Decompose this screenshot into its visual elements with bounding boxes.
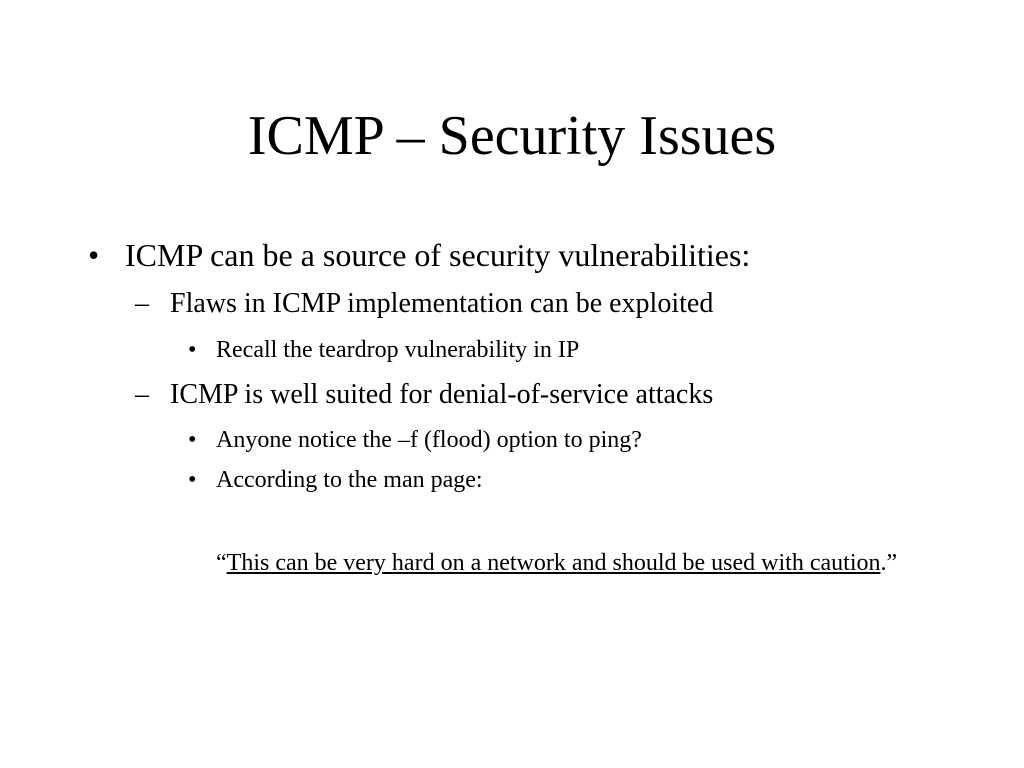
bullet-text: ICMP is well suited for denial-of-service attacks xyxy=(170,379,714,410)
bullet-marker: • xyxy=(188,467,197,493)
bullet-level3 xyxy=(188,465,483,495)
dash-marker: – xyxy=(135,379,149,410)
quote-open-mark: “ xyxy=(216,550,227,576)
slide-title: ICMP – Security Issues xyxy=(247,105,777,167)
bullet-text: According to the man page: xyxy=(216,467,483,493)
bullet-text: Flaws in ICMP implementation can be exploited xyxy=(170,288,714,319)
dash-marker: – xyxy=(135,288,149,319)
bullet-marker: • xyxy=(188,427,197,453)
bullet-level2 xyxy=(135,286,713,322)
bullet-marker: • xyxy=(88,237,100,273)
quote-close-mark: .” xyxy=(880,550,898,576)
bullet-level1 xyxy=(88,235,750,275)
quote-underlined-text: This can be very hard on a network and should be used with caution xyxy=(226,550,881,576)
bullet-text: Recall the teardrop vulnerability in IP xyxy=(216,337,580,363)
bullet-marker: • xyxy=(188,337,197,363)
bullet-level3 xyxy=(188,425,642,455)
bullet-level3 xyxy=(188,335,579,365)
bullet-level2 xyxy=(135,377,713,413)
bullet-text: ICMP can be a source of security vulnerabilities: xyxy=(125,237,751,273)
bullet-text: Anyone notice the –f (flood) option to ping? xyxy=(216,427,642,453)
man-page-quote xyxy=(216,546,936,580)
